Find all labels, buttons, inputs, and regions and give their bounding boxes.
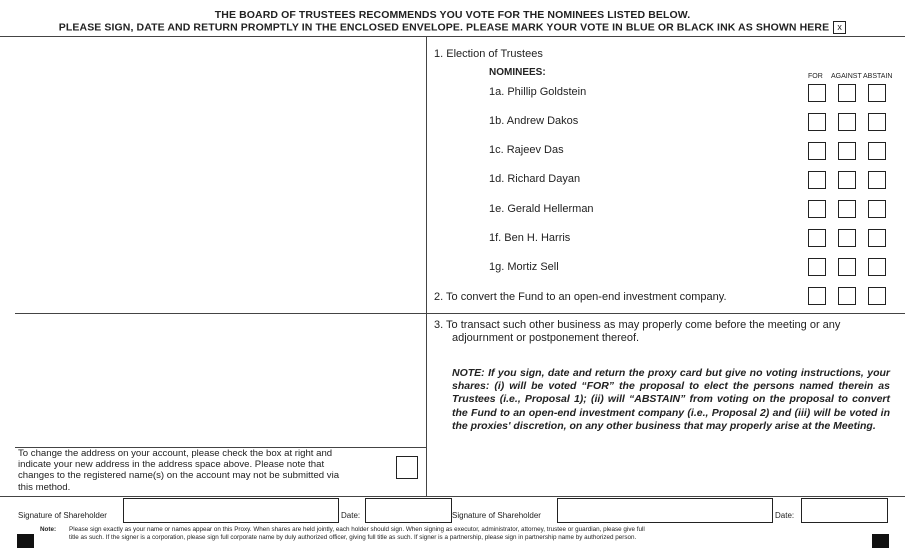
- nominee-1f: 1f. Ben H. Harris: [489, 232, 571, 244]
- column-against: AGAINST: [831, 73, 862, 80]
- checkbox-1e-against[interactable]: [838, 200, 856, 218]
- proposal-divider: [426, 313, 905, 314]
- date-2-box[interactable]: [801, 498, 888, 523]
- proposal-1-title: 1. Election of Trustees: [434, 48, 543, 60]
- checkbox-1b-for[interactable]: [808, 113, 826, 131]
- address-change-line-3: changes to the registered name(s) on the account may not be submitted via: [18, 470, 340, 482]
- proposal-2-text: 2. To convert the Fund to an open-end investment company.: [434, 291, 727, 303]
- date-2-label: Date:: [775, 511, 795, 520]
- checkbox-1b-against[interactable]: [838, 113, 856, 131]
- checkbox-2-against[interactable]: [838, 287, 856, 305]
- signature-divider: [0, 496, 905, 497]
- nominee-1g: 1g. Mortiz Sell: [489, 261, 559, 273]
- checkbox-1f-abstain[interactable]: [868, 229, 886, 247]
- address-change-line-1: To change the address on your account, please check the box at right and: [18, 448, 333, 459]
- checkbox-1c-against[interactable]: [838, 142, 856, 160]
- date-1-label: Date:: [341, 511, 361, 520]
- checkbox-1g-for[interactable]: [808, 258, 826, 276]
- nominee-1d: 1d. Richard Dayan: [489, 173, 581, 185]
- checkbox-1d-for[interactable]: [808, 171, 826, 189]
- footer-line-1: Please sign exactly as your name or names appear on this Proxy. When shares are held jointly, each holder should sign. When signing as executor, administrator, attorney, trustee or guardian, please give full: [69, 526, 645, 533]
- voting-note: NOTE: If you sign, date and return the proxy card but give no voting instructions, your shares: (i) will be voted “FOR” the proposal to elect the persons named therein as Trustees (i.e., Proposal 1); (ii) will “ABSTAIN” from voting on the proposal to convert the Fund to an open-end investment company (i.e., Proposal 2) and (iii) will be voted in the proxies' discretion, on any other business that may properly arise at the Meeting.: [452, 367, 890, 432]
- checkbox-1a-for[interactable]: [808, 84, 826, 102]
- signature-2-label: Signature of Shareholder: [452, 511, 541, 520]
- registration-mark-right: [872, 534, 889, 548]
- checkbox-2-for[interactable]: [808, 287, 826, 305]
- footer-note-label: Note:: [40, 526, 57, 533]
- checkbox-1d-abstain[interactable]: [868, 171, 886, 189]
- checkbox-2-abstain[interactable]: [868, 287, 886, 305]
- checkbox-1f-against[interactable]: [838, 229, 856, 247]
- checkbox-1g-against[interactable]: [838, 258, 856, 276]
- checkbox-1b-abstain[interactable]: [868, 113, 886, 131]
- checkbox-1f-for[interactable]: [808, 229, 826, 247]
- header-instruction: PLEASE SIGN, DATE AND RETURN PROMPTLY IN THE ENCLOSED ENVELOPE. PLEASE MARK YOUR VOTE IN BLUE OR BLACK INK AS SHOWN HERE: [58, 21, 830, 34]
- date-1-box[interactable]: [365, 498, 452, 523]
- checkbox-1d-against[interactable]: [838, 171, 856, 189]
- column-divider: [426, 36, 427, 496]
- address-change-text: [18, 448, 339, 493]
- checkbox-1a-abstain[interactable]: [868, 84, 886, 102]
- nominee-1a: 1a. Phillip Goldstein: [489, 86, 587, 98]
- signature-1-box[interactable]: [123, 498, 339, 523]
- checkbox-1c-abstain[interactable]: [868, 142, 886, 160]
- column-abstain: ABSTAIN: [863, 73, 893, 80]
- nominee-1c: 1c. Rajeev Das: [489, 144, 564, 156]
- header-line-1: THE BOARD OF TRUSTEES RECOMMENDS YOU VOTE FOR THE NOMINEES LISTED BELOW.: [214, 9, 691, 21]
- column-for: FOR: [808, 73, 823, 80]
- proposal-3-line-1: 3. To transact such other business as may properly come before the meeting or any: [434, 319, 841, 331]
- signature-2-box[interactable]: [557, 498, 773, 523]
- address-change-line-4: this method.: [18, 481, 71, 493]
- checkbox-1c-for[interactable]: [808, 142, 826, 160]
- nominees-label: NOMINEES:: [489, 67, 546, 78]
- footer-line-2: title as such. If the signer is a corporation, please sign full corporate name by duly authorized officer, giving full title as such. If signer is a partnership, please sign in partnership name by authorized person.: [69, 534, 637, 541]
- signature-1-label: Signature of Shareholder: [18, 511, 107, 520]
- nominee-1b: 1b. Andrew Dakos: [489, 115, 579, 127]
- address-change-checkbox[interactable]: [396, 456, 418, 479]
- nominee-1e: 1e. Gerald Hellerman: [489, 203, 594, 215]
- checkbox-1g-abstain[interactable]: [868, 258, 886, 276]
- proposal-3-line-2: adjournment or postponement thereof.: [452, 332, 640, 344]
- registration-mark-left: [17, 534, 34, 548]
- address-change-line-2: indicate your new address in the address space above. Please note that: [18, 459, 325, 471]
- checkbox-1e-abstain[interactable]: [868, 200, 886, 218]
- header-line-2: [0, 21, 905, 34]
- checkbox-1a-against[interactable]: [838, 84, 856, 102]
- header-divider: [0, 36, 905, 37]
- checkbox-1e-for[interactable]: [808, 200, 826, 218]
- example-mark-box: x: [833, 21, 846, 34]
- address-space-divider: [15, 313, 426, 314]
